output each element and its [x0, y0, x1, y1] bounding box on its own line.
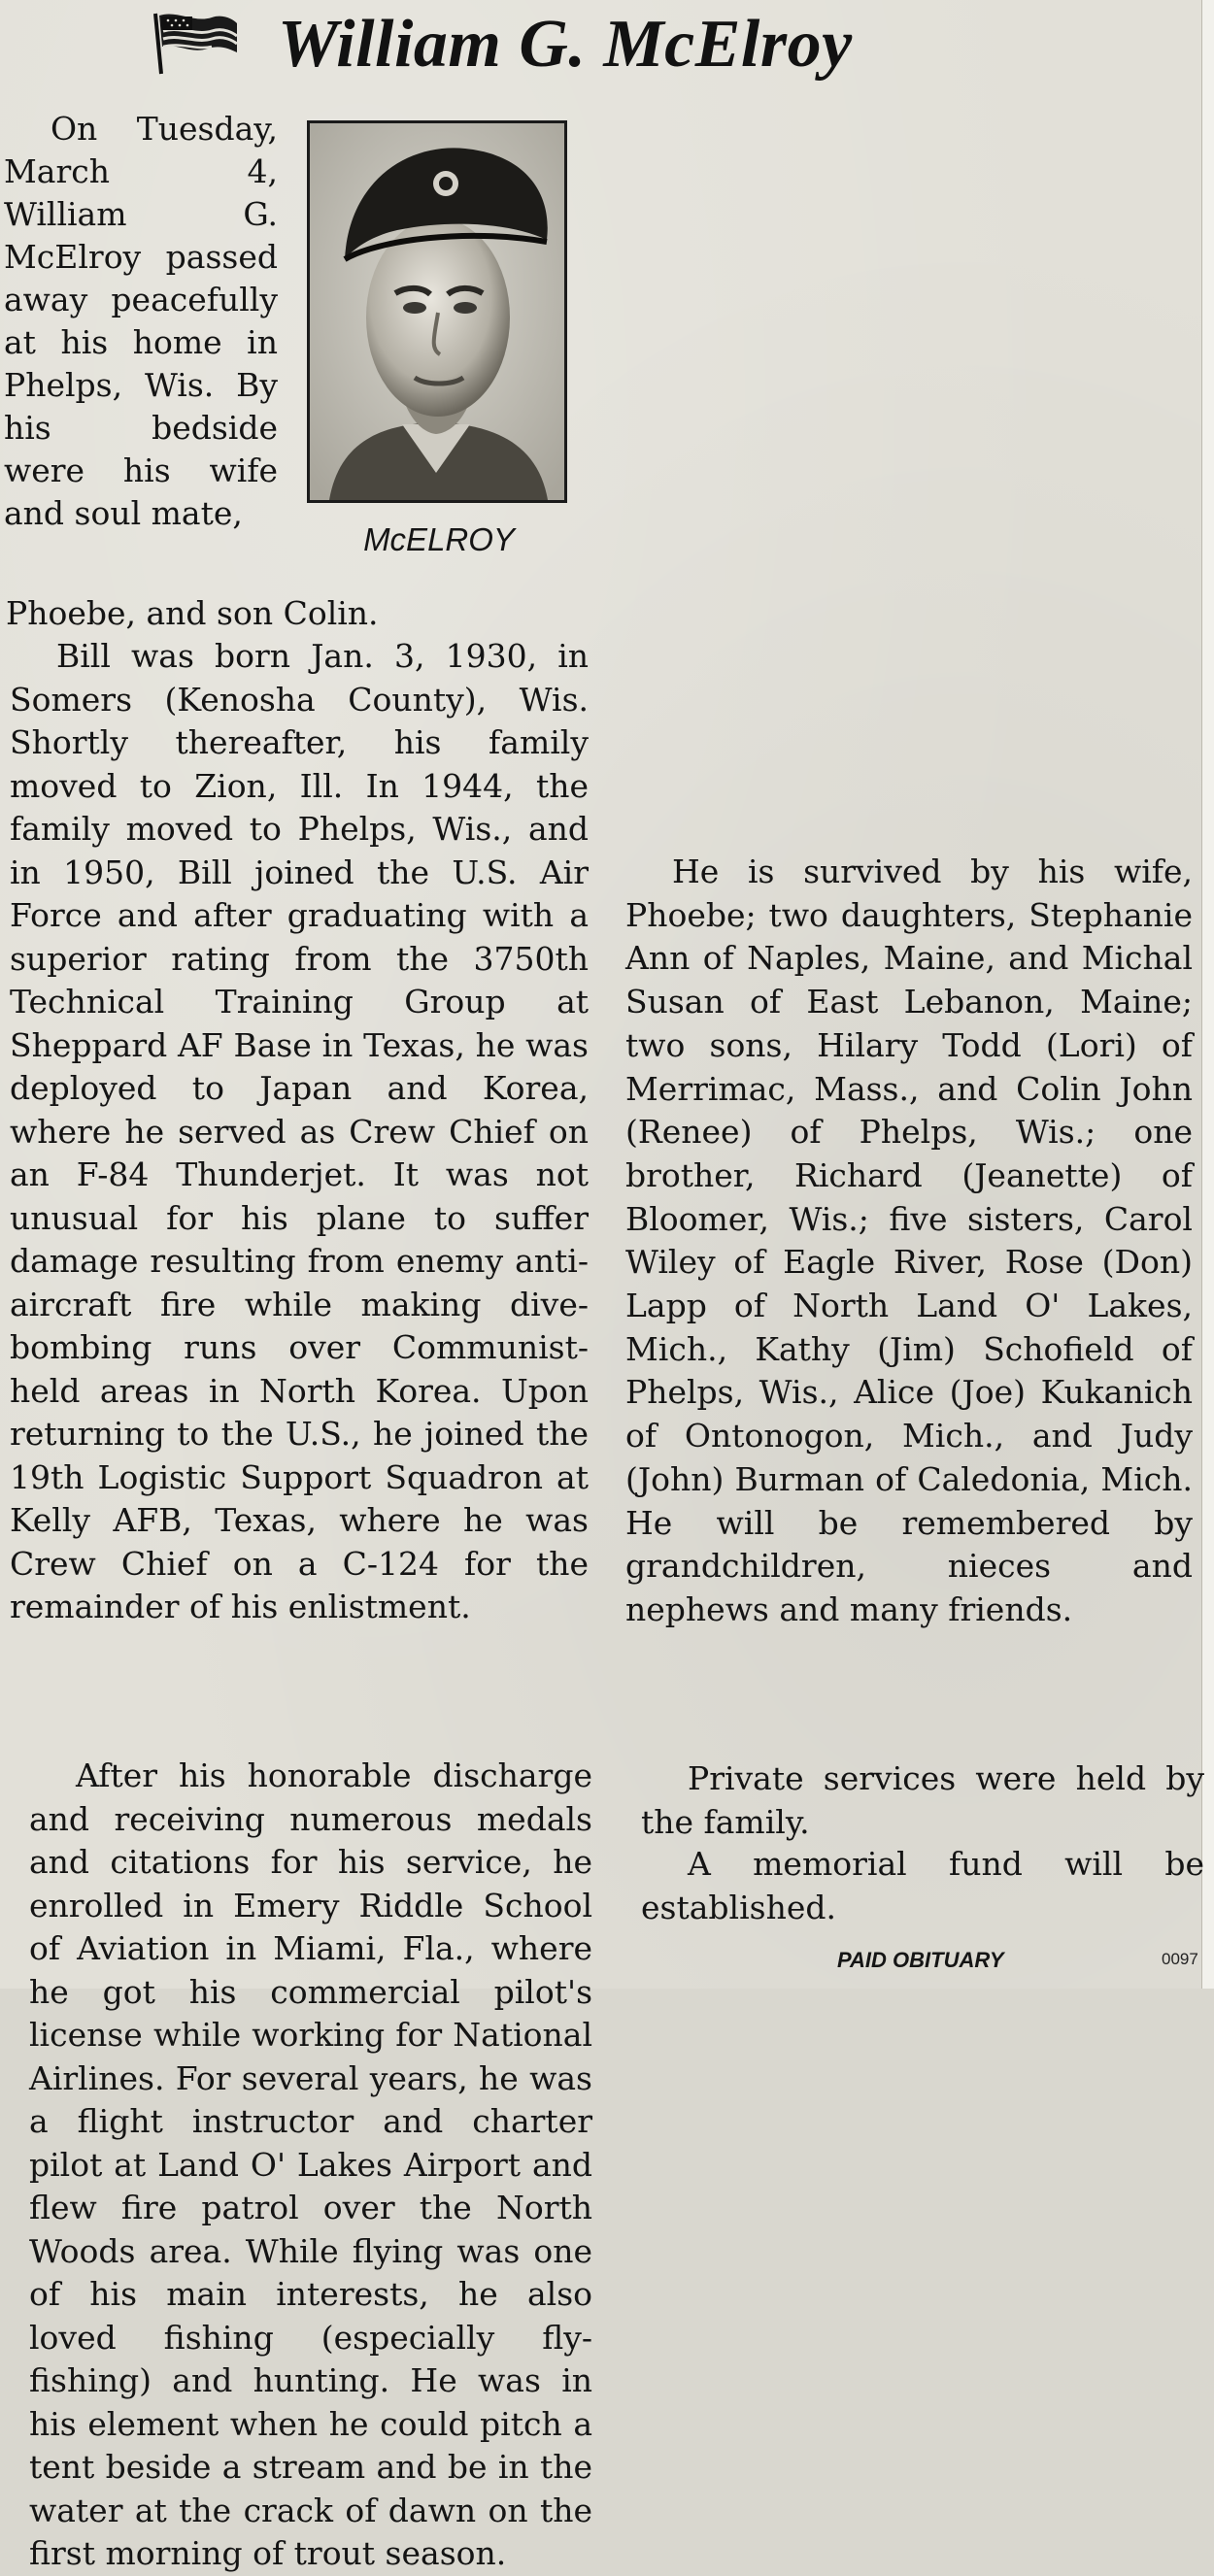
- clipping-edge: [1201, 0, 1214, 1989]
- paid-obituary-label: PAID OBITUARY: [837, 1948, 1004, 1972]
- portrait-image: [310, 123, 564, 500]
- paragraph-passing-wrap: On Tuesday, March 4, William G. McElroy passed away peacefully at his home in Phelps, Wis. By his bedside were his wife and soul mate,: [4, 110, 278, 532]
- paragraph-survivors: He is survived by his wife, Phoebe; two daughters, Stephanie Ann of Naples, Maine, and Michal Susan of East Lebanon, Maine; two sons, Hilary Todd (Lori) of Merrimac, Mass., and Colin John (Renee) of Phelps, Wis.; one brother, Richard (Jeanette) of Bloomer, Wis.; five sisters, Carol Wiley of Eagle River, Rose (Don) Lapp of North Land O' Lakes, Mich., Kathy (Jim) Schofield of Phelps, Wis., Alice (Joe) Kukanich of Ontonogon, Mich., and Judy (John) Burman of Caledonia, Mich. He will be remembered by grandchildren, nieces and nephews and many friends.: [625, 853, 1193, 1628]
- portrait-photo: [307, 120, 567, 503]
- american-flag-icon: [148, 10, 241, 76]
- obituary-header: [0, 0, 1202, 97]
- paragraph-memorial: A memorial fund will be established.: [641, 1845, 1204, 1926]
- obituary-title: William G. McElroy: [278, 7, 853, 82]
- paragraph-biography-military: Bill was born Jan. 3, 1930, in Somers (Kenosha County), Wis. Shortly thereafter, his family moved to Zion, Ill. In 1944, the family moved to Phelps, Wis., and in 1950, Bill joined the U.S. Air Force and after graduating with a superior rating from the 3750th Technical Training Group at Sheppard AF Base in Texas, he was deployed to Japan and Korea, where he served as Crew Chief on an F-84 Thunderjet. It was not unusual for his plane to suffer damage resulting from enemy anti-aircraft fire while making dive-bombing runs over Communist-held areas in North Korea. Upon returning to the U.S., he joined the 19th Logistic Support Squadron at Kelly AFB, Texas, where he was Crew Chief on a C-124 for the remainder of his enlistment.: [10, 637, 589, 1625]
- paragraph-passing-end: Phoebe, and son Colin.: [6, 594, 379, 632]
- paragraph-services: Private services were held by the family.: [641, 1759, 1204, 1841]
- photo-caption: McELROY: [363, 521, 515, 557]
- ad-code: 0097: [1162, 1950, 1198, 1968]
- paragraph-aviation-career: After his honorable discharge and receiving numerous medals and citations for his service, he enrolled in Emery Riddle School of Aviation in Miami, Fla., where he got his commercial pilot's license while working for National Airlines. For several years, he was a flight instructor and charter pilot at Land O' Lakes Airport and flew fire patrol over the North Woods area. While flying was one of his main interests, he also loved fishing (especially fly-fishing) and hunting. He was in his element when he could pitch a tent beside a stream and be in the water at the crack of dawn on the first morning of trout season.: [29, 1756, 592, 2572]
